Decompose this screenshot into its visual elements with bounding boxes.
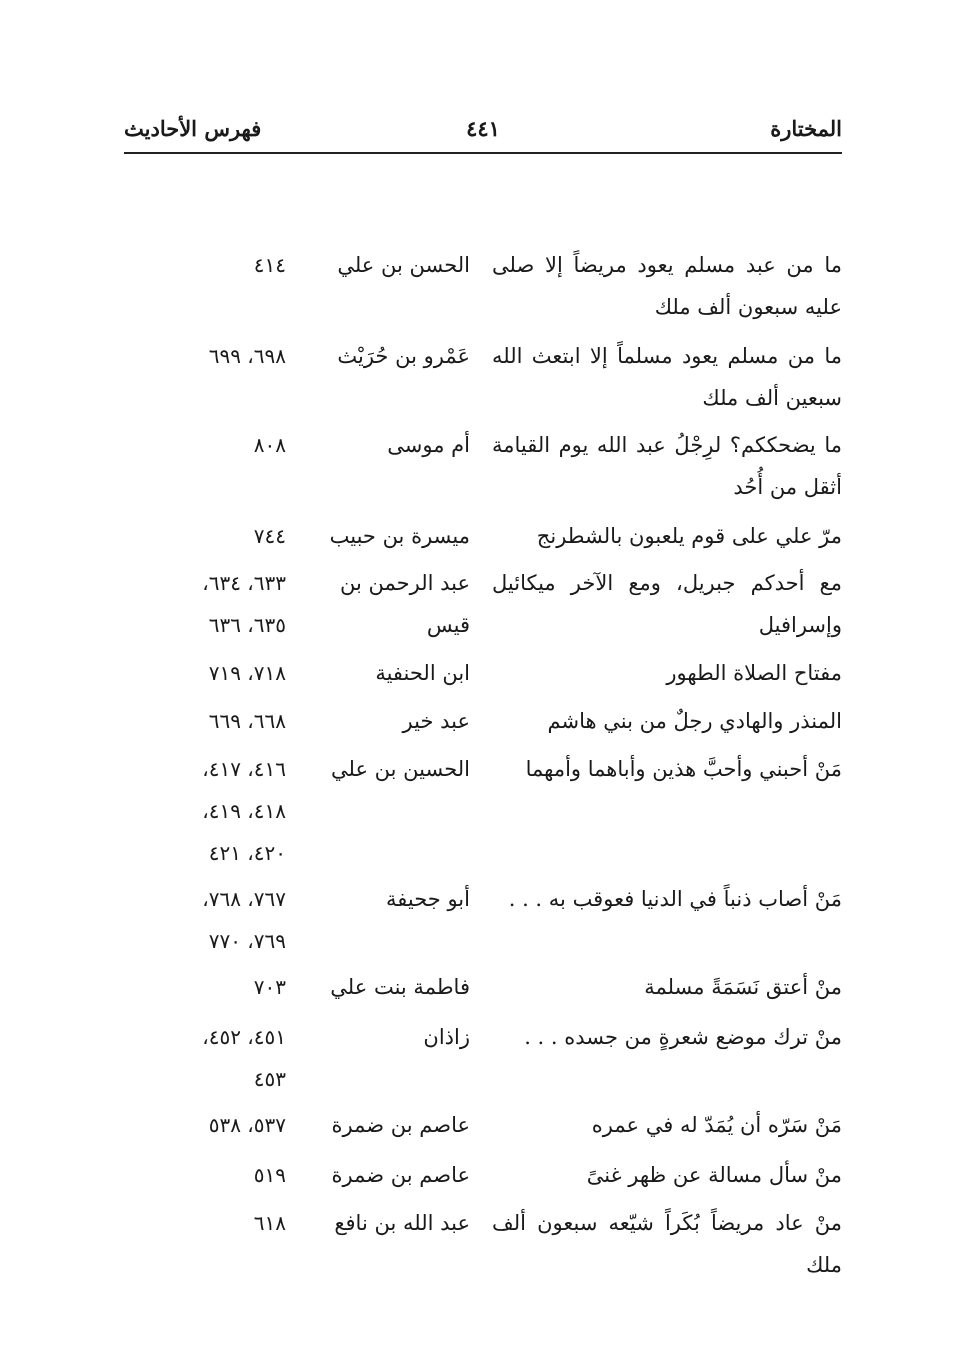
page-refs-line: ٤٥٣: [253, 1067, 286, 1091]
hadith-narrator: ميسرة بن حبيب: [329, 524, 470, 548]
book-title: المختارة: [770, 116, 842, 141]
hadith-pages: [110, 562, 290, 646]
section-title: فهرس الأحاديث: [124, 116, 262, 141]
page-refs-line: ٦٦٨، ٦٦٩: [208, 709, 286, 733]
page-refs-line: ٧١٨، ٧١٩: [208, 661, 286, 685]
hadith-text: مفتاح الصلاة الطهور: [666, 661, 842, 685]
hadith-narrator: ابن الحنفية: [375, 661, 470, 685]
hadith-pages: [110, 515, 290, 557]
page-refs-line: ٥٣٧، ٥٣٨: [208, 1113, 286, 1137]
hadith-text: المنذر والهادي رجلٌ من بني هاشم: [547, 709, 842, 733]
hadith-narrator: عاصم بن ضمرة: [331, 1113, 470, 1137]
hadith-narrator: عبد الرحمن بن قيس: [340, 571, 470, 637]
hadith-text: ما من مسلم يعود مسلماً إلا ابتعث الله سبعين ألف ملك: [492, 344, 842, 410]
hadith-pages: [110, 424, 290, 466]
hadith-text: مع أحدكم جبريل، ومع الآخر ميكائيل وإسرافيل: [492, 571, 842, 637]
page-refs-line: ٧٤٤: [253, 524, 286, 548]
page-refs-line: ٤١٤: [253, 253, 286, 277]
hadith-text: منْ ترك موضع شعرةٍ من جسده . . .: [524, 1025, 842, 1049]
page-refs-line: ٨٠٨: [253, 433, 286, 457]
hadith-pages: [110, 1016, 290, 1100]
hadith-pages: [110, 966, 290, 1008]
hadith-text: منْ عاد مريضاً بُكَراً شيّعه سبعون ألف ملك: [492, 1211, 842, 1277]
page-refs-line: ٧٦٧، ٧٦٨،: [202, 887, 286, 911]
page-refs-line: ٦٣٣، ٦٣٤،: [202, 571, 286, 595]
hadith-narrator: عبد خير: [402, 709, 470, 733]
hadith-narrator: أم موسى: [387, 433, 470, 457]
header-rule: [124, 152, 842, 154]
hadith-text: مَنْ أصاب ذنباً في الدنيا فعوقب به . . .: [508, 887, 842, 911]
hadith-pages: [110, 1104, 290, 1146]
page-refs-line: ٦٣٥، ٦٣٦: [208, 613, 286, 637]
page-refs-line: ٧٠٣: [253, 975, 286, 999]
hadith-text: مَنْ سَرّه أن يُمَدّ له في عمره: [591, 1113, 842, 1137]
hadith-pages: [110, 878, 290, 962]
page-refs-line: ٤١٦، ٤١٧،: [202, 757, 286, 781]
hadith-pages: [110, 244, 290, 286]
page-refs-line: ٥١٩: [253, 1163, 286, 1187]
page-refs-line: ٧٦٩، ٧٧٠: [208, 929, 286, 953]
hadith-narrator: عَمْرو بن حُرَيْث: [337, 344, 470, 368]
page-refs-line: ٤٥١، ٤٥٢،: [202, 1025, 286, 1049]
hadith-narrator: الحسين بن علي: [330, 757, 470, 781]
page-refs-line: ٤١٨، ٤١٩،: [202, 799, 286, 823]
hadith-pages: [110, 335, 290, 377]
page-refs-line: ٤٢٠، ٤٢١: [208, 841, 286, 865]
hadith-text: ما من عبد مسلم يعود مريضاً إلا صلى عليه سبعون ألف ملك: [492, 253, 842, 319]
hadith-narrator: فاطمة بنت علي: [330, 975, 470, 999]
hadith-narrator: زاذان: [423, 1025, 470, 1049]
hadith-narrator: الحسن بن علي: [337, 253, 470, 277]
hadith-narrator: أبو جحيفة: [386, 887, 470, 911]
hadith-narrator: عبد الله بن نافع: [334, 1211, 470, 1235]
hadith-text: مَنْ أحبني وأحبَّ هذين وأباهما وأمهما: [525, 757, 842, 781]
hadith-text: منْ سأل مسالة عن ظهر غنىً: [586, 1163, 842, 1187]
hadith-pages: [110, 1202, 290, 1244]
hadith-pages: [110, 748, 290, 874]
hadith-text: مرّ علي على قوم يلعبون بالشطرنج: [536, 524, 842, 548]
hadith-text: منْ أعتق نَسَمَةً مسلمة: [644, 975, 842, 999]
hadith-pages: [110, 652, 290, 694]
hadith-text: ما يضحككم؟ لرِجْلُ عبد الله يوم القيامة أثقل من أُحُد: [492, 433, 842, 499]
hadith-pages: [110, 1154, 290, 1196]
hadith-narrator: عاصم بن ضمرة: [331, 1163, 470, 1187]
page-number: ٤٤١: [466, 116, 500, 141]
page-header: [124, 112, 842, 152]
page-refs-line: ٦٩٨، ٦٩٩: [208, 344, 286, 368]
page-refs-line: ٦١٨: [253, 1211, 286, 1235]
hadith-pages: [110, 700, 290, 742]
